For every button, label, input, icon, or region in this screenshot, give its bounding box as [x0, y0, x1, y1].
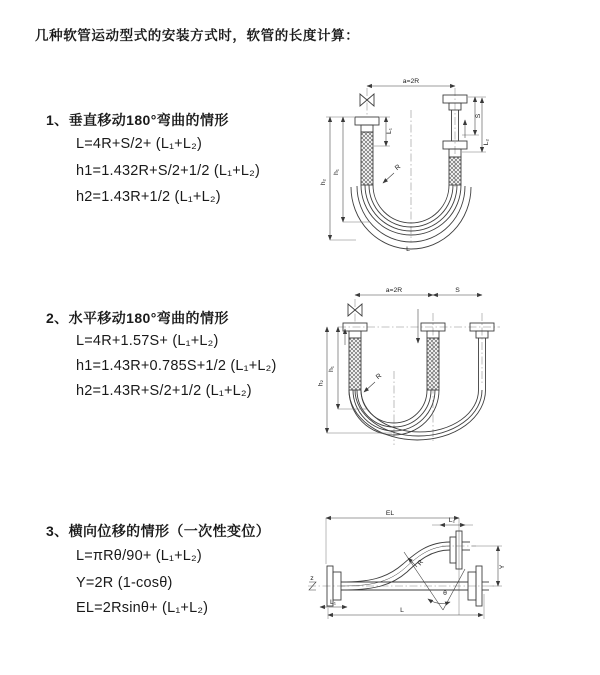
page-title: 几种软管运动型式的安装方式时，软管的长度计算： — [35, 28, 360, 43]
dim-label-el: EL — [385, 510, 395, 517]
braided-section — [449, 157, 461, 185]
hose-u-bend — [349, 338, 486, 440]
braided-section — [349, 338, 361, 390]
hose-s-curve — [341, 542, 468, 590]
dim-label-width: a=2R — [385, 287, 403, 294]
dim-label-length: L — [406, 246, 410, 253]
formula-line: L=4R+1.57S+ (L₁+L₂) — [76, 333, 219, 349]
dim-label-radius: R — [393, 163, 403, 173]
formula-line: L=πRθ/90+ (L₁+L₂) — [76, 548, 202, 564]
dim-label-radius: R — [416, 558, 426, 568]
formula-line: EL=2Rsinθ+ (L₁+L₂) — [76, 600, 209, 616]
dimensions — [310, 510, 506, 619]
pipe-fittings — [327, 531, 489, 606]
dim-label-radius: R — [374, 372, 384, 382]
dim-label-h1: h₁ — [328, 365, 335, 373]
formula-line: h1=1.43R+0.785S+1/2 (L₁+L₂) — [76, 358, 277, 374]
dimensions — [318, 287, 482, 433]
braided-section — [361, 132, 373, 185]
dim-label-offset: Y — [499, 564, 506, 570]
section-1-heading: 1、垂直移动180°弯曲的情形 — [46, 112, 229, 128]
dim-label-h2: h₂ — [318, 379, 325, 387]
dim-label-theta: θ — [443, 590, 447, 597]
dim-label-l1: L₁ — [329, 599, 337, 606]
formula-line: h1=1.432R+S/2+1/2 (L₁+L₂) — [76, 163, 261, 179]
section-2-heading: 2、水平移动180°弯曲的情形 — [46, 310, 229, 326]
dim-label-l2: L₂ — [483, 138, 490, 146]
dim-label-length: L — [400, 607, 404, 614]
dim-label-l1: L₁ — [386, 127, 393, 135]
section-3-heading: 3、横向位移的情形（一次性变位） — [46, 523, 271, 539]
dim-label-travel: S — [455, 287, 460, 294]
formula-line: L=4R+S/2+ (L₁+L₂) — [76, 136, 202, 152]
pipe-fittings — [343, 323, 494, 390]
braided-section — [427, 338, 439, 390]
dim-label-l2: L₂ — [448, 517, 456, 524]
diagram-lateral-displacement — [298, 502, 598, 652]
dim-label-h2: h₂ — [320, 178, 327, 186]
dim-label-h1: h₁ — [333, 168, 340, 176]
formula-line: h2=1.43R+S/2+1/2 (L₁+L₂) — [76, 383, 252, 399]
diagram-horizontal-180-bend — [318, 283, 598, 463]
formula-line: Y=2R (1-cosθ) — [76, 575, 173, 591]
diagram-vertical-180-bend — [318, 70, 598, 260]
axis-mark-label: z — [310, 575, 314, 582]
dim-label-width: a=2R — [402, 78, 420, 85]
formula-line: h2=1.43R+1/2 (L₁+L₂) — [76, 189, 221, 205]
dim-label-travel: S — [475, 113, 482, 119]
